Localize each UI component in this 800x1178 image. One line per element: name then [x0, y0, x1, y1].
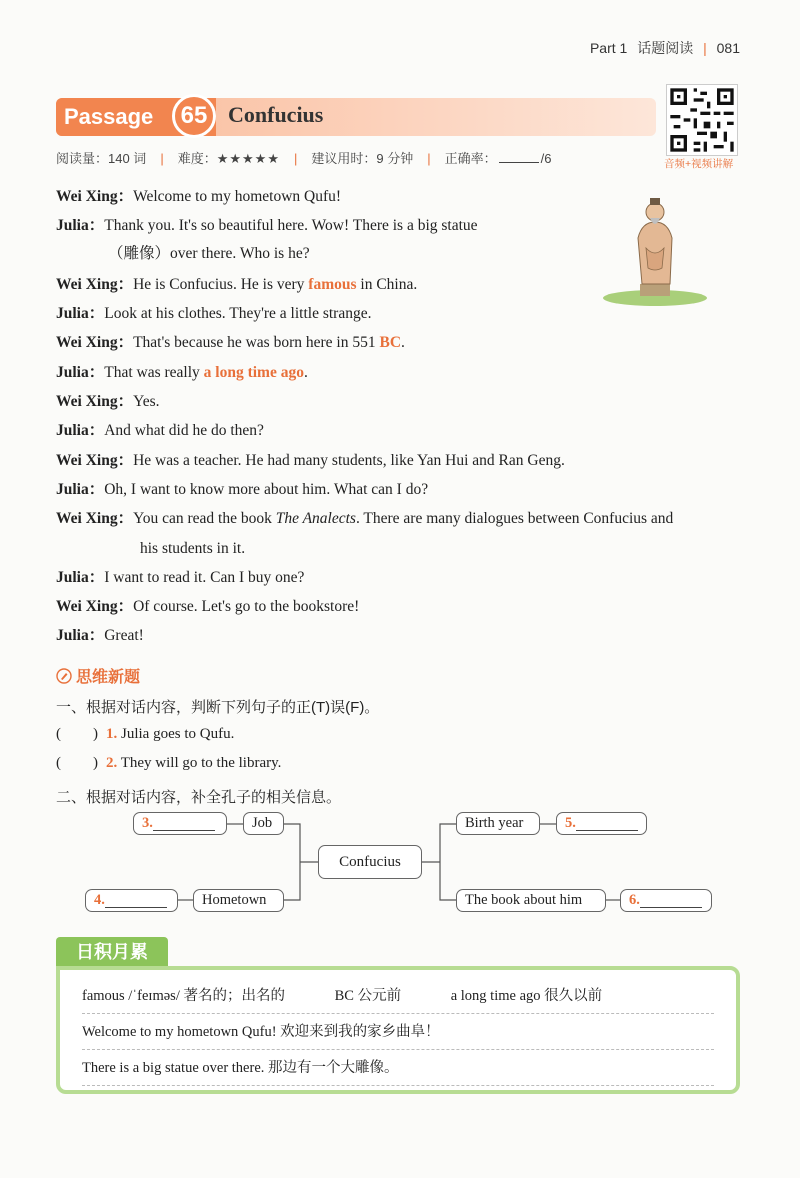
- vocab-item: famous /ˈfeɪməs/ 著名的；出名的: [82, 988, 285, 1004]
- job-box: Job: [243, 812, 284, 835]
- highlight-bc: BC: [379, 334, 402, 352]
- dialogue-line: Julia：Great!: [56, 627, 144, 645]
- dialogue-line: Wei Xing：You can read the book The Analects. There are many dialogues between Confucius and his students in it.: [56, 510, 674, 558]
- part-label: Part 1: [589, 40, 628, 56]
- difficulty-stars: ★★★★★: [216, 151, 280, 166]
- accuracy-total: /6: [540, 151, 552, 166]
- blank-box-6[interactable]: 6.: [620, 889, 712, 912]
- passage-title: Confucius: [228, 102, 324, 127]
- part2-instruction: 二、根据对话内容，补全孔子的相关信息。: [56, 789, 342, 806]
- accumulation-box: [56, 966, 740, 1094]
- suggested-time: 建议用时：9 分钟: [311, 151, 414, 166]
- passage-label: Passage: [56, 98, 216, 136]
- passage-number: 65: [172, 94, 216, 138]
- vocab-item: a long time ago 很久以前: [450, 988, 603, 1004]
- reading-meta: 阅读量：140 词 | 难度：★★★★★ | 建议用时：9 分钟 | 正确率： /6: [56, 151, 552, 166]
- blank-box-3[interactable]: 3.: [133, 812, 227, 835]
- difficulty-label: 难度：: [177, 151, 217, 166]
- qr-label: 音频+视频讲解: [664, 158, 734, 170]
- highlight-long-time-ago: a long time ago: [203, 363, 304, 381]
- dialogue-line: Wei Xing：Welcome to my hometown Qufu!: [56, 188, 342, 205]
- dialogue-line: Julia：Look at his clothes. They're a little strange.: [56, 305, 372, 323]
- sentence-row: There is a big statue over there. 那边有一个大雕像。: [82, 1050, 714, 1086]
- dialogue-line: Wei Xing：That's because he was born here in 551 BC.: [56, 334, 405, 352]
- dialogue-line: Julia：Thank you. It's so beautiful here. Wow! There is a big statue （雕像）over there. Who is he?: [56, 217, 478, 263]
- hometown-box: Hometown: [193, 889, 284, 912]
- section-label: 话题阅读: [637, 40, 694, 56]
- dialogue-line: Wei Xing：Yes.: [56, 393, 160, 411]
- accuracy-label: 正确率：: [444, 151, 497, 166]
- dialogue-line: Wei Xing：He is Confucius. He is very famous in China.: [56, 275, 418, 293]
- blank-box-4[interactable]: 4.: [85, 889, 178, 912]
- answer-blank-1[interactable]: ( ): [56, 726, 98, 742]
- divider: |: [703, 40, 707, 56]
- dialogue-line: Julia：That was really a long time ago.: [56, 363, 308, 381]
- word-count: 阅读量：140 词: [56, 151, 147, 166]
- vocab-row: [82, 978, 714, 1014]
- birth-year-box: Birth year: [456, 812, 540, 835]
- exercise-title: 思维新题: [56, 664, 140, 687]
- dialogue-line: Julia：Oh, I want to know more about him. What can I do?: [56, 480, 429, 498]
- dialogue-line: Julia：And what did he do then?: [56, 422, 264, 440]
- highlight-famous: famous: [308, 275, 357, 293]
- accumulation-title: 日积月累: [56, 937, 168, 967]
- dialogue-line: Julia：I want to read it. Can I buy one?: [56, 568, 305, 586]
- part1-instruction: 一、根据对话内容，判断下列句子的正(T)误(F)。: [56, 699, 380, 716]
- book-box: The book about him: [456, 889, 606, 912]
- answer-blank-2[interactable]: ( ): [56, 755, 98, 771]
- page-number: 081: [716, 40, 740, 56]
- question-2: ( ) 2. They will go to the library.: [56, 755, 282, 771]
- sentence-row: Welcome to my hometown Qufu! 欢迎来到我的家乡曲阜！: [82, 1014, 714, 1050]
- vocab-item: BC 公元前: [334, 988, 402, 1004]
- question-1: ( ) 1. Julia goes to Qufu.: [56, 726, 235, 742]
- dialogue-line: Wei Xing：He was a teacher. He had many students, like Yan Hui and Ran Geng.: [56, 451, 565, 469]
- dialogue-line: Wei Xing：Of course. Let's go to the bookstore!: [56, 598, 360, 616]
- center-node: Confucius: [318, 845, 422, 879]
- blank-box-5[interactable]: 5.: [556, 812, 647, 835]
